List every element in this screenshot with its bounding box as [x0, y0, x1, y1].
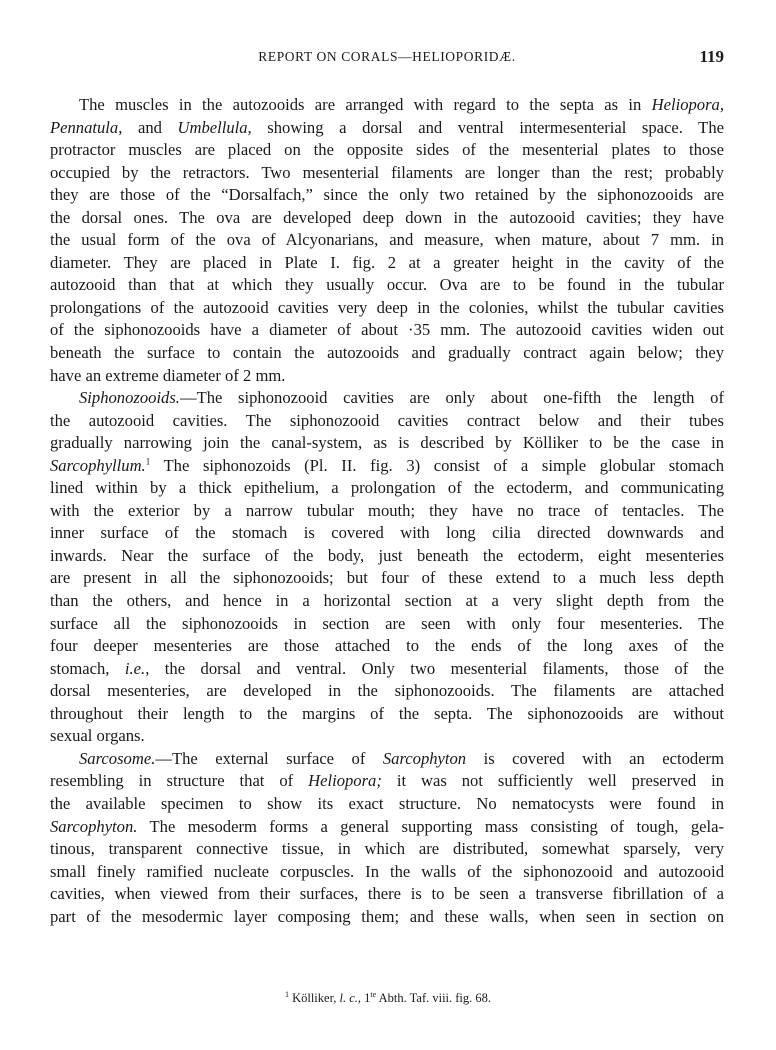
text-run: protractor muscles are placed on the opposite sides of the mesenterial plates to those: [50, 140, 724, 160]
text-run: gradually narrowing join the canal-system, as is described by Kölliker to be the case in: [50, 433, 724, 453]
text-line: [50, 680, 724, 703]
italic-text: Umbellula,: [177, 117, 252, 137]
italic-text: i.e.,: [124, 658, 150, 678]
footnote-sup: te: [370, 990, 377, 999]
text-line: [50, 545, 724, 568]
text-line: [50, 838, 724, 861]
text-run: inner surface of the stomach is covered with long cilia directed downwards and: [50, 523, 724, 543]
text-line: [50, 162, 724, 185]
running-title: REPORT ON CORALS—HELIOPORIDÆ.: [258, 49, 516, 64]
text-run: are present in all the siphonozooids; but four of these extend to a much less depth: [50, 568, 724, 588]
italic-text: Sarcophyton.: [50, 816, 138, 836]
text-line: [50, 635, 724, 658]
footnote-text-b: Abth. Taf. viii. fig. 68.: [376, 991, 492, 1006]
text-line: [50, 455, 724, 478]
text-run: with the exterior by a narrow tubular mouth; they have no trace of tentacles. The: [50, 500, 724, 520]
text-line: [50, 319, 724, 342]
text-run: resembling in structure that of: [50, 771, 309, 791]
page-number: 119: [699, 47, 724, 66]
text-run: beneath the surface to contain the autozooids and gradually contract again below; they: [50, 343, 724, 363]
text-run: than the others, and hence in a horizontal section at a very slight depth from the: [50, 591, 724, 611]
text-run: surface all the siphonozooids in section are seen with only four mesenteries. The: [50, 613, 724, 633]
text-line: [50, 590, 724, 613]
text-line: [50, 703, 724, 726]
text-line: [50, 252, 724, 275]
footnote-loc: l. c.: [339, 991, 358, 1006]
italic-text: Pennatula,: [50, 117, 123, 137]
text-run: it was not sufficiently well preserved in: [381, 771, 724, 791]
text-run: small finely ramified nucleate corpuscles. In the walls of the siphonozooid and autozooid: [50, 861, 724, 881]
footnote-text-a: , 1: [357, 991, 371, 1006]
text-line: [50, 184, 724, 207]
text-line: [50, 906, 724, 929]
text-run: dorsal mesenteries, are developed in the siphonozooids. The filaments are attached: [50, 681, 724, 701]
text-line: [50, 365, 724, 388]
text-line: [50, 748, 724, 771]
text-run: the dorsal and ventral. Only two mesenterial filaments, those of the: [149, 658, 724, 678]
text-line: [50, 432, 724, 455]
text-line: [50, 883, 724, 906]
text-line: [50, 522, 724, 545]
text-run: autozooid than that at which they usually occur. Ova are to be found in the tubular: [50, 275, 724, 295]
text-line: [50, 207, 724, 230]
text-line: [50, 387, 724, 410]
italic-text: Siphonozooids.: [79, 388, 180, 408]
text-run: the available specimen to show its exact structure. No nematocysts were found in: [50, 793, 724, 813]
text-run: of the siphonozooids have a diameter of about ·35 mm. The autozooid cavities widen out: [50, 320, 724, 340]
text-run: the usual form of the ova of Alcyonarians, and measure, when mature, about 7 mm. in: [50, 230, 724, 250]
text-run: is covered with an ectoderm: [466, 748, 724, 768]
text-line: [50, 117, 724, 140]
italic-text: Sarcophyllum.: [50, 455, 146, 475]
text-run: four deeper mesenteries are those attached to the ends of the long axes of the: [50, 636, 724, 656]
text-line: [50, 770, 724, 793]
text-run: The mesoderm forms a general supporting mass consisting of tough, gela-: [137, 816, 724, 836]
text-run: —The external surface of: [155, 748, 383, 768]
text-run: The muscles in the autozooids are arranged with regard to the septa as in: [79, 95, 652, 114]
text-line: [50, 658, 724, 681]
text-run: part of the mesodermic layer composing them; and these walls, when seen in section on: [50, 906, 724, 926]
text-run: inwards. Near the surface of the body, just beneath the ectoderm, eight mesenteries: [50, 545, 724, 565]
text-run: throughout their length to the margins of the septa. The siphonozooids are without: [50, 703, 724, 723]
body-text: [50, 94, 724, 928]
text-line: [50, 410, 724, 433]
text-run: the autozooid cavities. The siphonozooid cavities contract below and their tubes: [50, 410, 724, 430]
text-line: [50, 725, 724, 748]
italic-text: Heliopora;: [308, 771, 382, 791]
text-run: tinous, transparent connective tissue, in which are distributed, somewhat sparsely, very: [50, 839, 724, 859]
text-run: the dorsal ones. The ova are developed deep down in the autozooid cavities; they have: [50, 207, 724, 227]
text-line: [50, 229, 724, 252]
footnote-ref: 1: [145, 456, 151, 467]
italic-text: Sarcophyton: [382, 748, 467, 768]
text-line: [50, 793, 724, 816]
text-run: cavities, when viewed from their surfaces, there is to be seen a transverse fibrillation of a: [50, 884, 724, 904]
text-run: stomach,: [50, 658, 125, 678]
text-run: and: [122, 117, 178, 137]
footnote-marker: 1: [284, 990, 289, 999]
italic-text: Sarcosome.: [79, 748, 156, 768]
italic-text: Heliopora,: [651, 95, 724, 114]
text-run: they are those of the “Dorsalfach,” since the only two retained by the siphonozooids are: [50, 185, 724, 205]
footnote: [0, 990, 776, 1006]
text-run: The siphonozoids (Pl. II. fig. 3) consist of a simple globular stomach: [150, 455, 724, 475]
text-line: [50, 816, 724, 839]
text-line: [50, 342, 724, 365]
text-line: [50, 500, 724, 523]
text-line: [50, 139, 724, 162]
text-run: lined within by a thick epithelium, a prolongation of the ectoderm, and communicating: [50, 478, 724, 498]
text-run: have an extreme diameter of 2 mm.: [50, 365, 286, 385]
page-header: [50, 47, 724, 69]
text-run: sexual organs.: [50, 726, 145, 746]
text-run: —The siphonozooid cavities are only about one-fifth the length of: [179, 388, 724, 408]
text-line: [50, 94, 724, 117]
text-line: [50, 274, 724, 297]
footnote-author: Kölliker,: [292, 991, 340, 1006]
text-run: prolongations of the autozooid cavities very deep in the colonies, whilst the tubular cavities: [50, 297, 724, 317]
text-line: [50, 613, 724, 636]
text-run: showing a dorsal and ventral intermesenterial space. The: [251, 117, 724, 137]
text-line: [50, 861, 724, 884]
text-run: occupied by the retractors. Two mesenterial filaments are longer than the rest; probably: [50, 162, 724, 182]
text-line: [50, 297, 724, 320]
text-line: [50, 567, 724, 590]
text-run: diameter. They are placed in Plate I. fig. 2 at a greater height in the cavity of the: [50, 252, 724, 272]
text-line: [50, 477, 724, 500]
